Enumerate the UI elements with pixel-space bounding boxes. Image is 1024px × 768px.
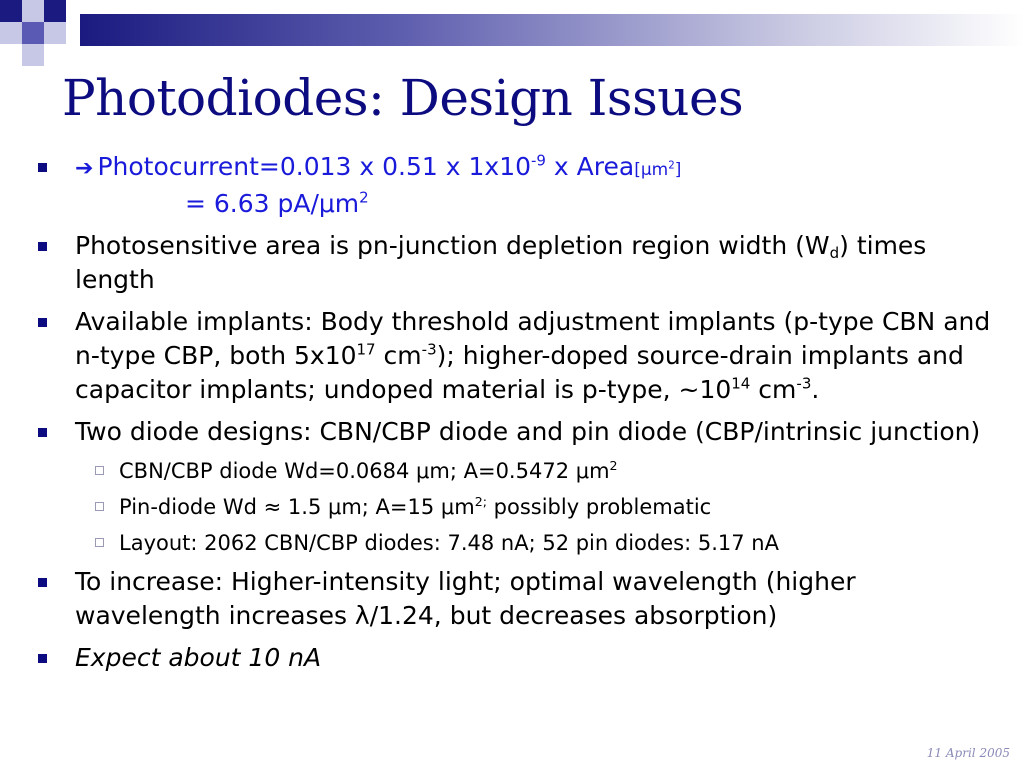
decor-square-navy-1 [0, 0, 22, 22]
header-gradient-band [80, 14, 1024, 46]
bullet-item-two-diode-designs: Two diode designs: CBN/CBP diode and pin diode (CBP/intrinsic junction) [36, 415, 996, 449]
decor-square-navy-2 [44, 0, 66, 22]
square-bullet-icon [38, 318, 47, 327]
sub-item-layout: Layout: 2062 CBN/CBP diodes: 7.48 nA; 52 pin diodes: 5.17 nA [36, 529, 996, 557]
footer-date: 11 April 2005 [926, 746, 1010, 760]
decor-square-blue [22, 22, 44, 44]
bullet-item-photosensitive-area: Photosensitive area is pn-junction depletion region width $(W_d)$ times length [36, 229, 996, 297]
square-bullet-icon [38, 428, 47, 437]
sub-item-pin-diode: Pin-diode Wd ≈ 1.5 μm; A=15 $\mu m^{2;}$ possibly problematic [36, 493, 996, 521]
hollow-square-bullet-icon [95, 502, 104, 511]
square-bullet-icon [38, 578, 47, 587]
bullet-list [36, 150, 996, 683]
slide-title: Photodiodes: Design Issues [62, 69, 744, 127]
decor-square-lavender-3 [44, 22, 66, 44]
bullet-item-available-implants: Available implants: Body threshold adjustment implants (p-type CBN and n-type CBP, both $5x10^{17}$ $cm^{-3}$); higher-doped source-drain implants and capacitor implants; undoped material is p-type, $\sim 10^{14}$ $cm^{-3}$. [36, 305, 996, 407]
bullet-item-photocurrent: ➔ Photocurrent=0.013 x 0.51 x $1x10^{-9}$ x $Area[\mu m^2]$ = 6.63 $pA/\mu m^2$ [36, 150, 996, 221]
bullet-item-expect: Expect about 10 nA [36, 641, 996, 675]
decor-square-lavender-1 [22, 0, 44, 22]
hollow-square-bullet-icon [95, 538, 104, 547]
square-bullet-icon [38, 163, 47, 172]
sub-item-cbn-cbp-diode: CBN/CBP diode Wd=0.0684 μm; A=0.5472 $\mu m^2$ [36, 457, 996, 485]
square-bullet-icon [38, 654, 47, 663]
right-arrow-icon: ➔ [75, 156, 94, 181]
square-bullet-icon [38, 242, 47, 251]
bullet-item-to-increase: To increase: Higher-intensity light; optimal wavelength (higher wavelength increases λ/1.24, but decreases absorption) [36, 565, 996, 633]
decor-square-lavender-4 [22, 44, 44, 66]
decor-square-lavender-2 [0, 22, 22, 44]
hollow-square-bullet-icon [95, 466, 104, 475]
